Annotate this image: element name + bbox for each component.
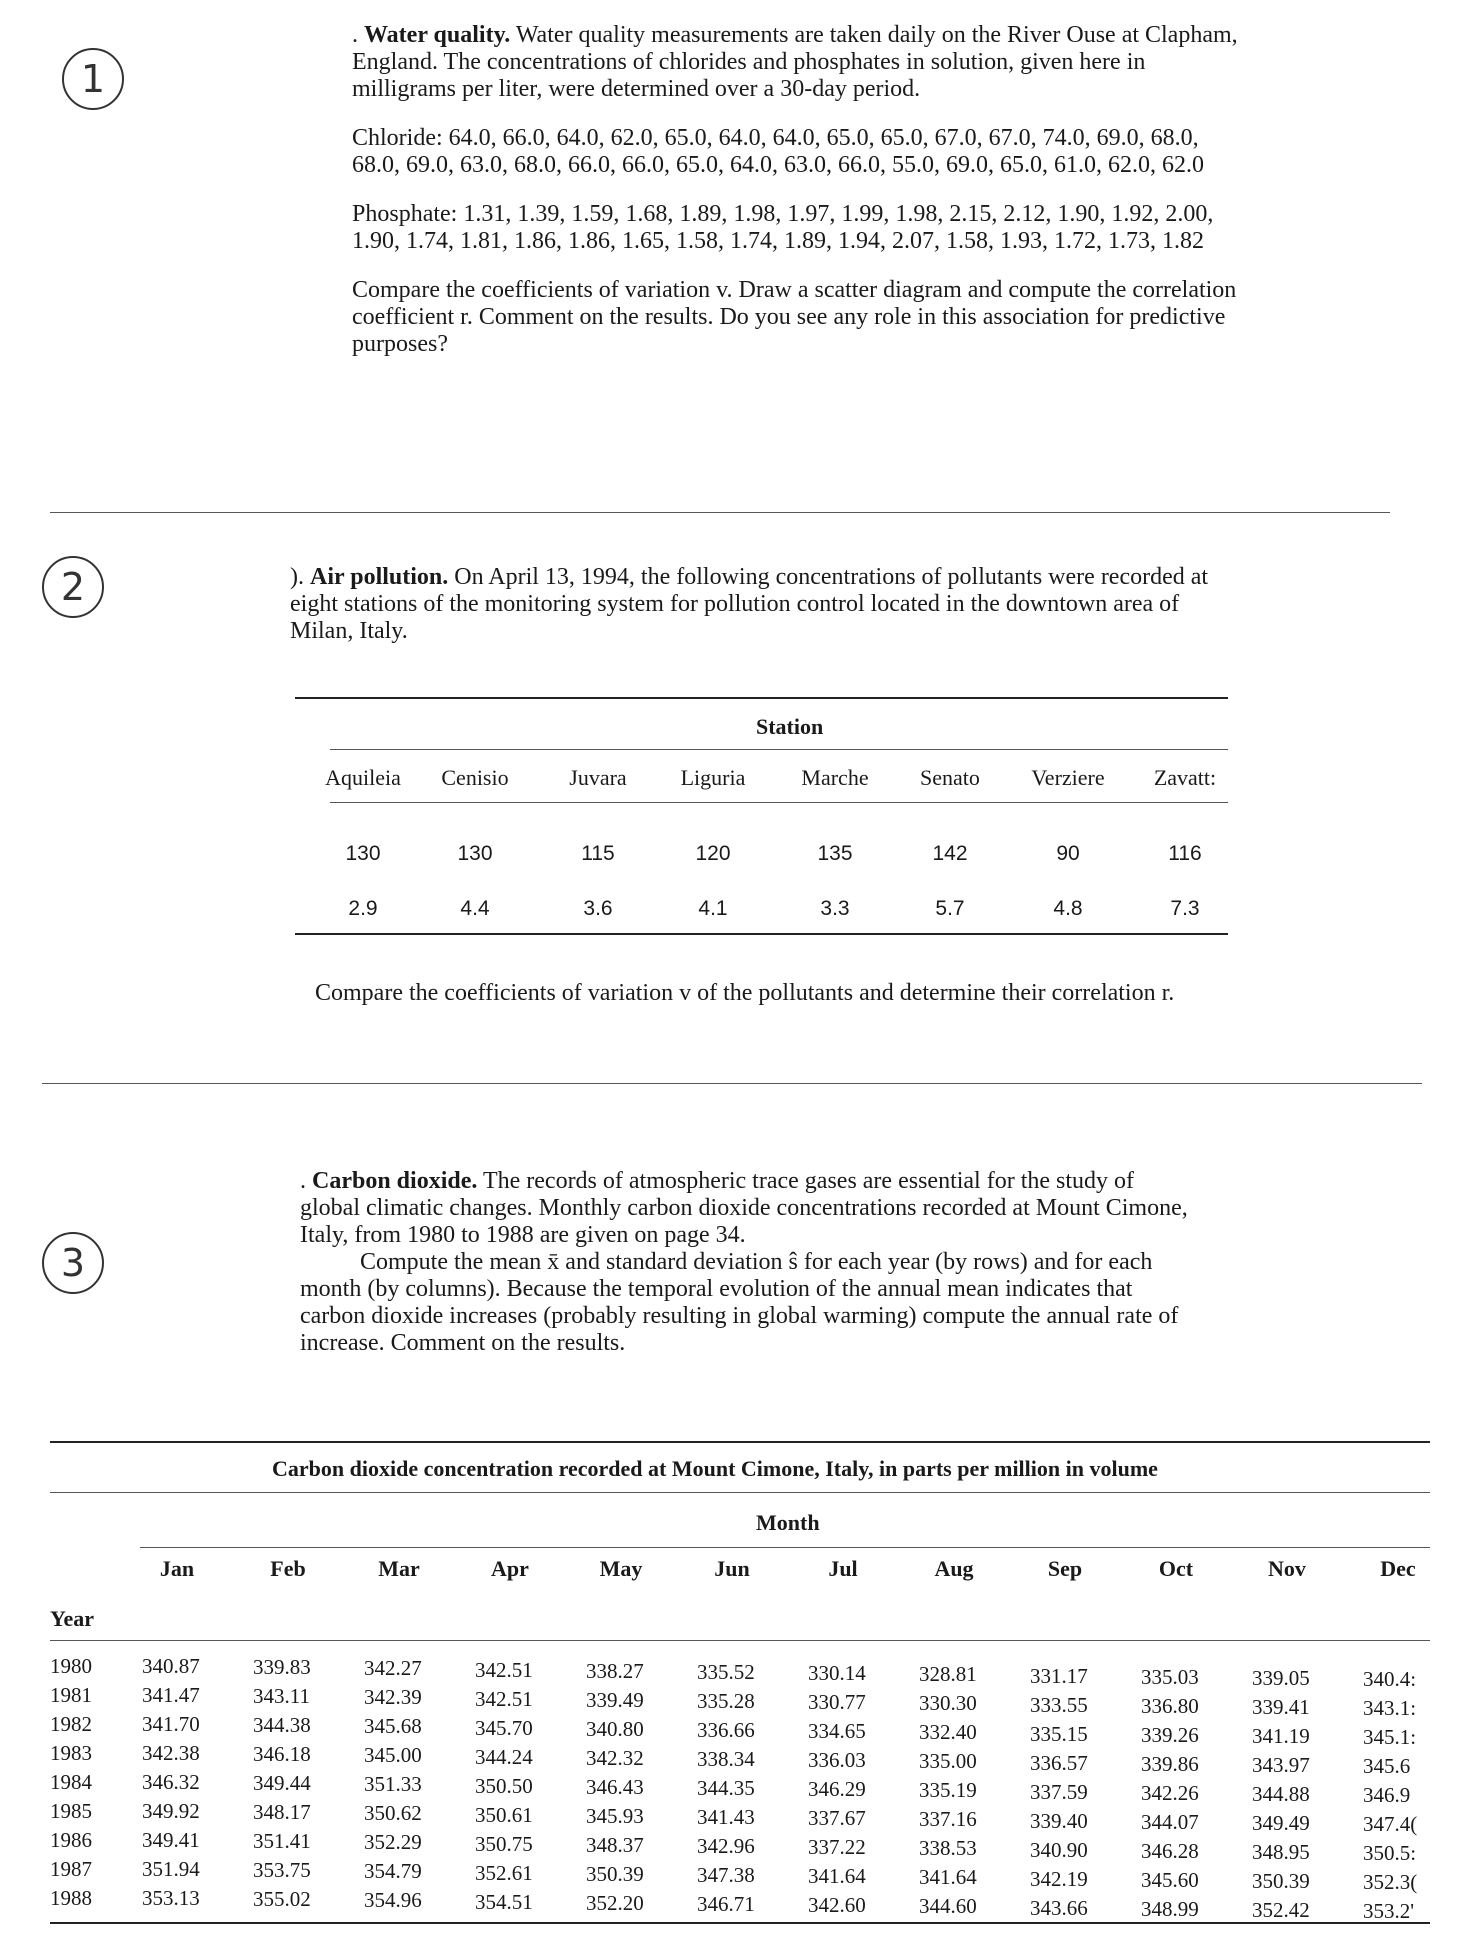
problem-2	[290, 564, 1210, 645]
co2-value-cell: 341.64	[808, 1864, 866, 1888]
co2-value-cell: 344.24	[475, 1745, 533, 1769]
co2-value-cell: 330.30	[919, 1691, 977, 1715]
co2-value-cell: 353.13	[142, 1886, 200, 1910]
co2-value-cell: 335.19	[919, 1778, 977, 1802]
co2-value-cell: 346.18	[253, 1742, 311, 1766]
co2-value-cell: 342.38	[142, 1741, 200, 1765]
co2-value-cell: 335.03	[1141, 1665, 1199, 1689]
co2-value-cell: 349.49	[1252, 1811, 1310, 1835]
co2-value-cell: 335.00	[919, 1749, 977, 1773]
co2-value-cell: 339.86	[1141, 1752, 1199, 1776]
co2-value-cell: 346.9	[1363, 1783, 1411, 1807]
year-cell: 1988	[50, 1886, 92, 1910]
phosphate-paragraph	[352, 201, 1252, 255]
pollutant-value: 4.1	[698, 897, 728, 920]
air-table-bottom-rule	[295, 933, 1228, 935]
co2-value-cell: 352.3(	[1363, 1870, 1418, 1894]
phosphate-label: Phosphate:	[352, 201, 458, 227]
month-header-rule	[140, 1547, 1430, 1548]
pollutant-value: 3.3	[820, 897, 850, 920]
co2-value-cell: 337.22	[808, 1835, 866, 1859]
station-name: Marche	[801, 765, 869, 790]
co2-value-cell: 342.51	[475, 1658, 533, 1682]
co2-value-cell: 352.29	[364, 1830, 422, 1854]
station-name: Liguria	[680, 765, 746, 790]
co2-value-cell: 345.1:	[1363, 1725, 1417, 1749]
pollutant-value: 4.8	[1053, 897, 1083, 920]
co2-value-cell: 341.43	[697, 1805, 755, 1829]
problem-2-intro-text: On April 13, 1994, the following concentrations of pollutants were recorded at eight stations of the monitoring system for pollution control located in the downtown area of Milan, Italy.	[290, 564, 1209, 644]
co2-value-cell: 333.55	[1030, 1693, 1088, 1717]
co2-value-cell: 338.34	[697, 1747, 755, 1771]
co2-value-cell: 340.80	[586, 1717, 644, 1741]
co2-value-cell: 341.70	[142, 1712, 200, 1736]
year-header: Year	[50, 1606, 94, 1631]
divider-1	[50, 512, 1390, 513]
station-name: Zavatt:	[1153, 765, 1217, 790]
problem-1-intro: . Water quality. Water quality measurements are taken daily on the River Ouse at Clapham, England. The concentrations of chlorides and phosphates in solution, given here in milligrams per liter, were determined over a 30-day period.	[352, 22, 1238, 102]
co2-value-cell: 354.79	[364, 1859, 422, 1883]
co2-value-cell: 345.68	[364, 1714, 422, 1738]
co2-value-cell: 337.67	[808, 1806, 866, 1830]
pollutant-value: 130	[345, 842, 381, 865]
month-header-cell: Dec	[1380, 1556, 1416, 1581]
co2-value-cell: 339.83	[253, 1655, 311, 1679]
co2-value-cell: 341.19	[1252, 1724, 1310, 1748]
co2-value-cell: 343.97	[1252, 1753, 1310, 1777]
co2-value-cell: 330.77	[808, 1690, 866, 1714]
pollutant-value: 115	[581, 842, 615, 865]
problem-1-intro-text: Water quality measurements are taken daily on the River Ouse at Clapham, England. The concentrations of chlorides and phosphates in solution, given here in milligrams per liter, were determined over a 30-day period.	[352, 22, 1238, 102]
station-header-rule	[330, 749, 1228, 750]
problem-2-title: Air pollution.	[310, 564, 449, 590]
station-name: Verziere	[1031, 765, 1105, 790]
year-cell: 1981	[50, 1683, 92, 1707]
month-header-cell: Feb	[270, 1556, 306, 1581]
co2-value-cell: 336.66	[697, 1718, 755, 1742]
air-table-top-rule	[295, 697, 1228, 699]
co2-value-cell: 349.41	[142, 1828, 200, 1852]
co2-value-cell: 334.65	[808, 1719, 866, 1743]
pollutant-value: 7.3	[1170, 897, 1200, 920]
divider-2	[42, 1083, 1422, 1084]
month-header-cell: Aug	[934, 1556, 974, 1581]
station-header: Station	[756, 714, 824, 739]
co2-value-cell: 351.94	[142, 1857, 200, 1881]
pollutant-value: 135	[817, 842, 853, 865]
co2-value-cell: 343.11	[253, 1684, 310, 1708]
problem-2-intro: ). Air pollution. On April 13, 1994, the following concentrations of pollutants were recorded at eight stations of the monitoring system for pollution control located in the downtown area of Milan, Italy.	[290, 564, 1209, 644]
co2-value-cell: 353.75	[253, 1858, 311, 1882]
station-name: Aquileia	[325, 765, 401, 790]
pollutant-value: 5.7	[935, 897, 965, 920]
co2-value-cell: 328.81	[919, 1662, 977, 1686]
co2-value-cell: 348.37	[586, 1833, 644, 1857]
station-name: Cenisio	[441, 765, 509, 790]
co2-value-cell: 342.60	[808, 1893, 866, 1917]
co2-value-cell: 335.52	[697, 1660, 755, 1684]
co2-value-cell: 353.2'	[1363, 1899, 1415, 1923]
phosphate-values: 1.31, 1.39, 1.59, 1.68, 1.89, 1.98, 1.97, 1.99, 1.98, 2.15, 2.12, 1.90, 1.92, 2.00, 1.90, 1.74, 1.81, 1.86, 1.86, 1.65, 1.58, 1.74, 1.89, 1.94, 2.07, 1.58, 1.93, 1.72, 1.73, 1.82	[352, 201, 1214, 254]
co2-value-cell: 342.19	[1030, 1867, 1088, 1891]
month-header: Month	[756, 1510, 820, 1535]
co2-value-cell: 339.05	[1252, 1666, 1310, 1690]
year-cell: 1986	[50, 1828, 92, 1852]
co2-value-cell: 351.33	[364, 1772, 422, 1796]
station-name: Juvara	[569, 765, 627, 790]
co2-value-cell: 346.43	[586, 1775, 644, 1799]
co2-value-cell: 344.07	[1141, 1810, 1199, 1834]
month-header-cell: May	[599, 1556, 643, 1581]
co2-value-cell: 342.51	[475, 1687, 533, 1711]
co2-table-bottom-rule	[50, 1922, 1430, 1924]
co2-value-cell: 336.57	[1030, 1751, 1088, 1775]
chloride-values: 64.0, 66.0, 64.0, 62.0, 65.0, 64.0, 64.0, 65.0, 65.0, 67.0, 67.0, 74.0, 69.0, 68.0, 68.0, 69.0, 63.0, 68.0, 66.0, 66.0, 65.0, 64.0, 63.0, 66.0, 55.0, 69.0, 65.0, 61.0, 62.0, 62.0	[352, 125, 1204, 178]
co2-value-cell: 347.4(	[1363, 1812, 1418, 1836]
co2-value-cell: 349.92	[142, 1799, 200, 1823]
pollutant-value: 90	[1056, 842, 1080, 865]
co2-value-cell: 346.28	[1141, 1839, 1199, 1863]
month-header-cell: Jul	[828, 1556, 858, 1581]
problem-3	[300, 1168, 1190, 1357]
co2-value-cell: 335.28	[697, 1689, 755, 1713]
month-header-cell: Nov	[1268, 1556, 1306, 1581]
co2-value-cell: 354.96	[364, 1888, 422, 1912]
co2-value-cell: 350.62	[364, 1801, 422, 1825]
co2-value-cell: 338.27	[586, 1659, 644, 1683]
co2-value-cell: 336.03	[808, 1748, 866, 1772]
pollutant-value: 2.9	[348, 897, 378, 920]
co2-value-cell: 350.5:	[1363, 1841, 1417, 1865]
problem-3-task: Compute the mean x̄ and standard deviation ŝ for each year (by rows) and for each month (by columns). Because the temporal evolution of the annual mean indicates that carbon dioxide increases (probably resulting in global warming) compute the annual rate of increase. Comment on the results.	[300, 1249, 1179, 1356]
co2-value-cell: 342.27	[364, 1656, 422, 1680]
problem-marker-1: 1	[62, 48, 124, 110]
co2-value-cell: 342.39	[364, 1685, 422, 1709]
co2-value-cell: 345.00	[364, 1743, 422, 1767]
year-cell: 1984	[50, 1770, 92, 1794]
problem-marker-2: 2	[42, 556, 104, 618]
month-header-cell: Mar	[378, 1556, 420, 1581]
co2-value-cell: 332.40	[919, 1720, 977, 1744]
co2-table-caption: Carbon dioxide concentration recorded at Mount Cimone, Italy, in parts per million in volume	[272, 1456, 1158, 1481]
co2-table-top-rule	[50, 1441, 1430, 1443]
co2-value-cell: 350.50	[475, 1774, 533, 1798]
co2-value-cell: 339.41	[1252, 1695, 1310, 1719]
co2-value-cell: 340.90	[1030, 1838, 1088, 1862]
problem-3-intro: . Carbon dioxide. The records of atmospheric trace gases are essential for the study of global climatic changes. Monthly carbon dioxide concentrations recorded at Mount Cimone, Italy, from 1980 to 1988 are given on page 34.	[300, 1168, 1188, 1248]
co2-value-cell: 344.60	[919, 1894, 977, 1918]
problem-2-question: Compare the coefficients of variation v of the pollutants and determine their correlation r.	[315, 980, 1175, 1006]
co2-value-cell: 343.66	[1030, 1896, 1088, 1920]
co2-value-cell: 345.70	[475, 1716, 533, 1740]
month-header-cell: Jun	[714, 1556, 750, 1581]
problem-3-intro-text: The records of atmospheric trace gases are essential for the study of global climatic changes. Monthly carbon dioxide concentrations recorded at Mount Cimone, Italy, from 1980 to 1988 are given on page 34.	[300, 1168, 1188, 1248]
co2-value-cell: 342.32	[586, 1746, 644, 1770]
year-cell: 1987	[50, 1857, 92, 1881]
co2-value-cell: 331.17	[1030, 1664, 1088, 1688]
co2-value-cell: 345.60	[1141, 1868, 1199, 1892]
co2-value-cell: 352.42	[1252, 1898, 1310, 1922]
co2-value-cell: 330.14	[808, 1661, 866, 1685]
co2-value-cell: 341.64	[919, 1865, 977, 1889]
co2-value-cell: 341.47	[142, 1683, 200, 1707]
co2-value-cell: 339.26	[1141, 1723, 1199, 1747]
year-cell: 1983	[50, 1741, 92, 1765]
co2-value-cell: 350.75	[475, 1832, 533, 1856]
pollutant-value: 130	[457, 842, 493, 865]
problem-marker-3: 3	[42, 1232, 104, 1294]
co2-value-cell: 346.71	[697, 1892, 755, 1916]
caption-rule	[50, 1492, 1430, 1493]
co2-value-cell: 339.40	[1030, 1809, 1088, 1833]
month-header-cell: Oct	[1158, 1556, 1194, 1581]
chloride-paragraph	[352, 125, 1252, 179]
co2-value-cell: 349.44	[253, 1771, 311, 1795]
co2-value-cell: 347.38	[697, 1863, 755, 1887]
co2-value-cell: 350.39	[586, 1862, 644, 1886]
year-header-rule	[50, 1640, 1430, 1641]
co2-value-cell: 345.6	[1363, 1754, 1411, 1778]
co2-value-cell: 348.95	[1252, 1840, 1310, 1864]
problem-1-title: Water quality.	[364, 22, 511, 48]
co2-value-cell: 335.15	[1030, 1722, 1088, 1746]
pollutant-value: 3.6	[583, 897, 613, 920]
pollutant-value: 116	[1168, 842, 1202, 865]
chloride-label: Chloride:	[352, 125, 443, 151]
co2-value-cell: 352.20	[586, 1891, 644, 1915]
co2-value-cell: 342.26	[1141, 1781, 1199, 1805]
co2-value-cell: 350.61	[475, 1803, 533, 1827]
co2-value-cell: 336.80	[1141, 1694, 1199, 1718]
month-header-cell: Jan	[159, 1556, 195, 1581]
co2-value-cell: 344.88	[1252, 1782, 1310, 1806]
problem-1-question: Compare the coefficients of variation v. Draw a scatter diagram and compute the correlation coefficient r. Comment on the results. Do you see any role in this association for predictive purposes?	[352, 277, 1237, 357]
co2-value-cell: 342.96	[697, 1834, 755, 1858]
co2-value-cell: 344.35	[697, 1776, 755, 1800]
year-cell: 1980	[50, 1654, 92, 1678]
co2-value-cell: 337.16	[919, 1807, 977, 1831]
co2-value-cell: 343.1:	[1363, 1696, 1417, 1720]
pollutant-value: 4.4	[460, 897, 490, 920]
co2-value-cell: 340.87	[142, 1654, 200, 1678]
co2-value-cell: 345.93	[586, 1804, 644, 1828]
co2-value-cell: 350.39	[1252, 1869, 1310, 1893]
month-header-cell: Apr	[491, 1556, 529, 1581]
co2-value-cell: 340.4:	[1363, 1667, 1417, 1691]
station-name: Senato	[920, 765, 980, 790]
problem-1	[352, 22, 1252, 358]
pollutant-value: 120	[695, 842, 731, 865]
co2-value-cell: 344.38	[253, 1713, 311, 1737]
co2-value-cell: 348.99	[1141, 1897, 1199, 1921]
problem-3-title: Carbon dioxide.	[312, 1168, 478, 1194]
co2-value-cell: 352.61	[475, 1861, 533, 1885]
station-names-rule	[330, 802, 1228, 803]
co2-value-cell: 348.17	[253, 1800, 311, 1824]
pollutant-value: 142	[932, 842, 968, 865]
co2-value-cell: 337.59	[1030, 1780, 1088, 1804]
co2-value-cell: 355.02	[253, 1887, 311, 1911]
year-cell: 1982	[50, 1712, 92, 1736]
co2-value-cell: 354.51	[475, 1890, 533, 1914]
co2-value-cell: 351.41	[253, 1829, 311, 1853]
co2-value-cell: 338.53	[919, 1836, 977, 1860]
year-cell: 1985	[50, 1799, 92, 1823]
co2-value-cell: 346.32	[142, 1770, 200, 1794]
co2-value-cell: 339.49	[586, 1688, 644, 1712]
month-header-cell: Sep	[1047, 1556, 1083, 1581]
co2-value-cell: 346.29	[808, 1777, 866, 1801]
